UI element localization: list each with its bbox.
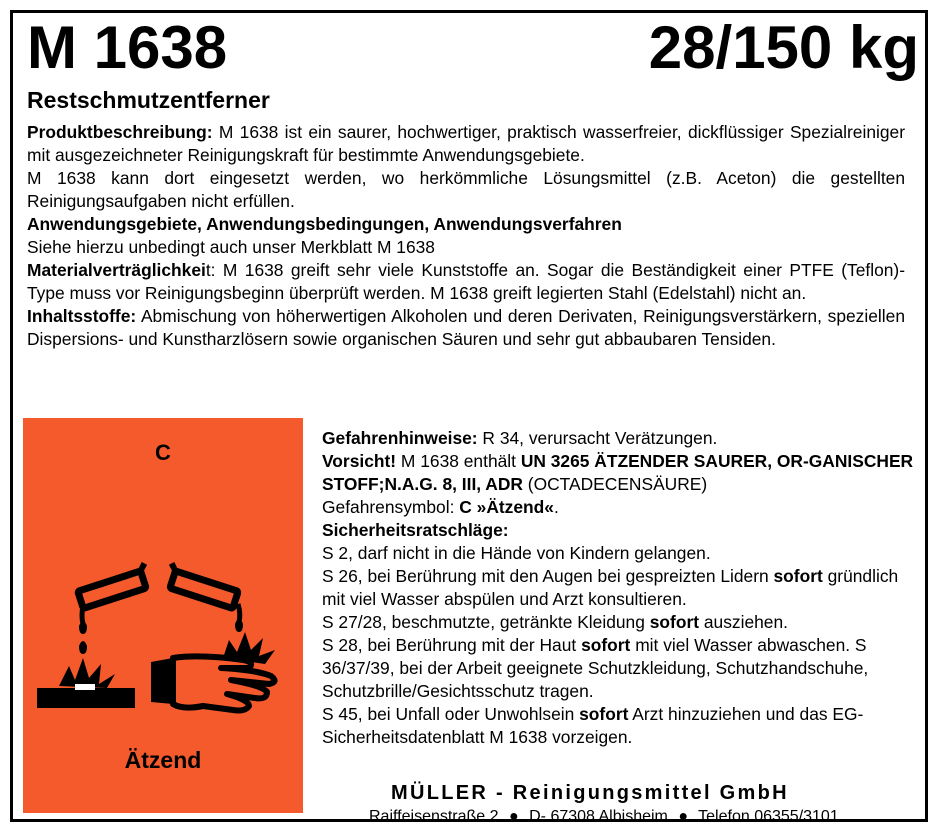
vorsicht-tail: (OCTADECENSÄURE) [522,474,708,494]
sofort-emphasis: sofort [773,566,823,586]
gefahren-label: Gefahrenhinweise: [322,428,478,448]
sofort-emphasis: sofort [581,635,631,655]
s26-text-a: S 26, bei Berührung mit den Augen bei gespreizten Lidern [322,566,774,586]
s2728-text-a: S 27/28, beschmutzte, getränkte Kleidung [322,612,650,632]
product-description [27,121,905,351]
symbol-bold: C »Ätzend« [459,497,554,517]
material-text: t: M 1638 greift sehr viele Kunststoffe an. Sogar die Beständigkeit einer PTFE (Teflon)- Type muss vor Reinigungsbeginn überprüft werden. M 1638 greift legierten Stahl (Edelstahl) nicht an. [27,260,905,303]
s45-text-a: S 45, bei Unfall oder Unwohlsein [322,704,580,724]
ratschlaege-heading [322,519,914,542]
s28-line [322,634,914,703]
s45-text-b: Arzt hinzuziehen und das EG-Sicherheitsdatenblatt M 1638 vorzeigen. [322,704,864,747]
material-paragraph [27,259,905,305]
material-label: Materialverträglichkei [27,260,206,280]
phone: Telefon 06355/3101 [698,808,839,825]
vorsicht-line [322,450,914,496]
inhalt-text: Abmischung von höherwertigen Alkoholen und deren Derivaten, Reinigungsverstärkern, speziellen Dispersions- und Kunstharzlösern sowie organischen Säuren und sehr gut abbaubaren Tensiden. [27,306,905,349]
company-address [369,807,839,827]
sofort-emphasis: sofort [579,704,629,724]
hazard-symbol [23,418,303,813]
sofort-emphasis: sofort [649,612,700,632]
package-size: 28/150 kg [648,14,919,81]
anwendung-text: Siehe hierzu unbedingt auch unser Merkblatt M 1638 [27,237,435,257]
anwendung-heading-text: Anwendungsgebiete, Anwendungsbedingungen, Anwendungsverfahren [27,214,622,234]
bullet-separator: ● [678,808,688,825]
ratschlaege-label: Sicherheitsratschläge: [322,520,509,540]
gefahren-text: R 34, verursacht Verätzungen. [477,428,718,448]
gefahren-line [322,427,914,450]
product-name: Restschmutzentferner [27,87,270,113]
left-tube-shape [76,563,152,608]
city: D- 67308 Albisheim [529,808,668,825]
inhalt-label: Inhaltsstoffe: [27,306,137,326]
product-code: M 1638 [27,14,228,81]
vorsicht-text: M 1638 enthält [396,451,521,471]
s2728-text-b: ausziehen. [699,612,788,632]
bullet-separator: ● [509,808,519,825]
hazard-label: Ätzend [124,747,202,773]
corrosive-icon [23,418,303,813]
produkt-paragraph-2: M 1638 kann dort eingesetzt werden, wo herkömmliche Lösungsmittel (z.B. Aceton) die gestellten Reinigungsaufgaben nicht erfüllen. [27,168,905,211]
produkt-label: Produktbeschreibung: [27,122,213,142]
s45-line [322,703,914,749]
right-tube-shape [164,563,240,608]
street: Raiffeisenstraße 2 [369,808,499,825]
symbol-text: Gefahrensymbol: [322,497,460,517]
produkt-paragraph [27,121,905,167]
s28-text-a: S 28, bei Berührung mit der Haut [322,635,582,655]
s28-text-b: mit viel Wasser abwaschen. S 36/37/39, bei der Arbeit geeignete Schutzkleidung, Schutzhandschuhe, Schutzbrille/Gesichtsschutz tragen. [322,635,869,701]
s2728-line [322,611,914,634]
hand-outline [173,656,275,710]
s2-line: S 2, darf nicht in die Hände von Kindern gelangen. [322,543,711,563]
s26-text-b: gründlich mit viel Wasser abspülen und Arzt konsultieren. [322,566,899,609]
produkt-text: M 1638 ist ein saurer, hochwertiger, praktisch wasserfreier, dickflüssiger Spezialreiniger mit ausgezeichneter Reinigungskraft für bestimmte Anwendungsgebiete. [27,122,905,165]
symbol-line [322,496,914,519]
anwendung-heading [27,213,905,236]
inhalt-paragraph [27,305,905,351]
vorsicht-label: Vorsicht! [322,451,397,471]
label-sheet [10,10,928,825]
un-number: UN 3265 ÄTZENDER SAURER, OR-GANISCHER STOFF;N.A.G. 8, III, ADR [322,451,914,494]
company-name: MÜLLER - Reinigungsmittel GmbH [391,782,789,804]
safety-info [322,427,914,749]
symbol-tail: . [553,497,559,517]
hazard-letter: C [155,440,171,465]
s26-line [322,565,914,611]
